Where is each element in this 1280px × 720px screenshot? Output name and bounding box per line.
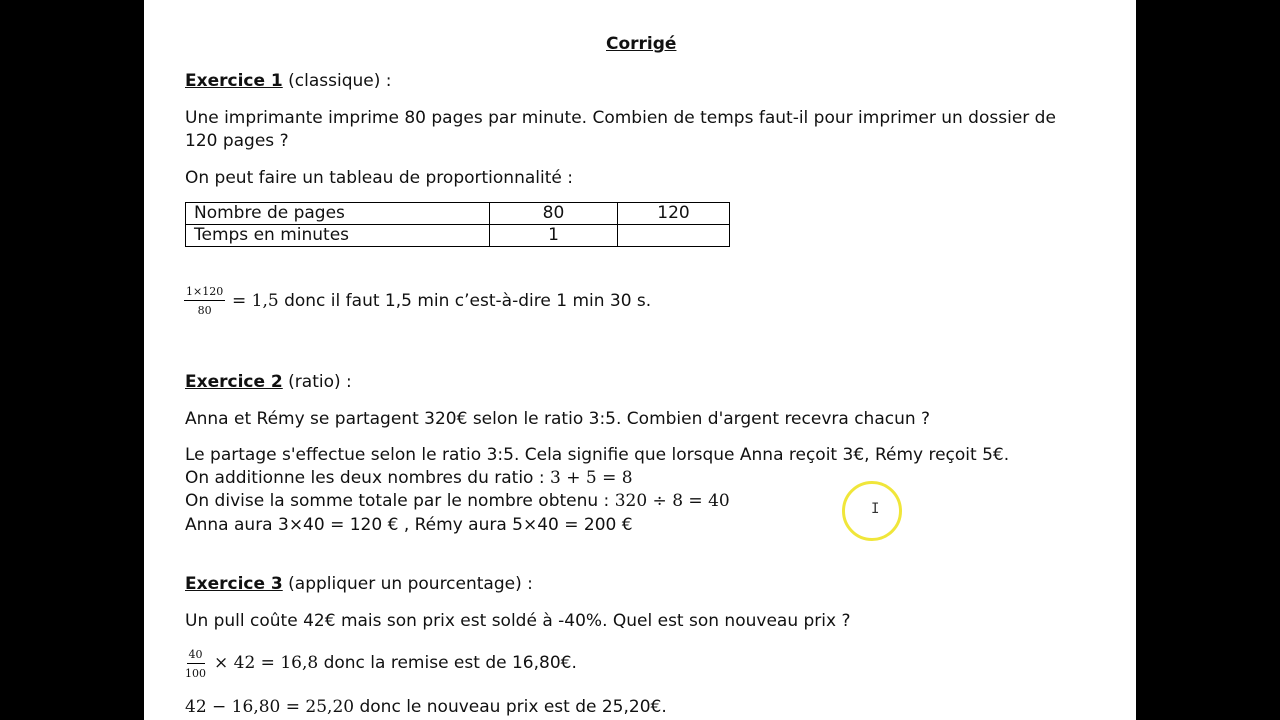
- table-cell: Temps en minutes: [186, 225, 490, 247]
- exercise-1-result-text: donc il faut 1,5 min c’est-à-dire 1 min 30 s.: [284, 291, 652, 311]
- fraction-denominator: 80: [197, 304, 212, 317]
- exercise-3-fraction: [185, 648, 206, 680]
- page-title: Corrigé: [606, 34, 677, 54]
- exercise-1-result: [232, 290, 651, 312]
- exercise-3-calc-1-text: donc la remise est de 16,80€.: [323, 653, 577, 673]
- exercise-2-question: Anna et Rémy se partagent 320€ selon le ratio 3:5. Combien d'argent recevra chacun ?: [185, 409, 931, 429]
- exercise-1-heading: [185, 70, 392, 92]
- exercise-3-subtitle: (appliquer un pourcentage) :: [288, 574, 533, 594]
- exercise-2-title: Exercice 2: [185, 372, 283, 392]
- fraction-numerator: 40: [187, 648, 205, 664]
- table-cell: 120: [618, 203, 730, 225]
- exercise-3-question: Un pull coûte 42€ mais son prix est soldé à -40%. Quel est son nouveau prix ?: [185, 611, 851, 631]
- exercise-1-subtitle: (classique) :: [288, 71, 392, 91]
- exercise-3-title: Exercice 3: [185, 574, 283, 594]
- exercise-1-question-line-1: Une imprimante imprime 80 pages par minute. Combien de temps faut-il pour imprimer un dossier de: [185, 108, 1056, 128]
- text-cursor-icon: I: [871, 501, 880, 517]
- fraction-denominator: 100: [185, 667, 206, 680]
- exercise-1-fraction: [184, 285, 225, 317]
- exercise-2-line-3-math: 320 ÷ 8 = 40: [614, 491, 730, 511]
- exercise-2-line-2: [185, 467, 633, 489]
- table-row: [186, 203, 730, 225]
- exercise-1-title: Exercice 1: [185, 71, 283, 91]
- table-cell: 1: [490, 225, 618, 247]
- exercise-3-calc-2-text: donc le nouveau prix est de 25,20€.: [359, 697, 667, 717]
- table-cell: [618, 225, 730, 247]
- exercise-2-line-3-text: On divise la somme totale par le nombre obtenu :: [185, 491, 610, 511]
- table-cell: Nombre de pages: [186, 203, 490, 225]
- table-cell: 80: [490, 203, 618, 225]
- exercise-2-subtitle: (ratio) :: [288, 372, 352, 392]
- exercise-1-question-line-2: 120 pages ?: [185, 131, 289, 151]
- exercise-1-intro: On peut faire un tableau de proportionnalité :: [185, 168, 573, 188]
- fraction-numerator: 1×120: [184, 285, 225, 301]
- proportionality-table: [185, 202, 730, 247]
- document-page: [144, 0, 1136, 720]
- exercise-1-result-equation: = 1,5: [232, 291, 279, 311]
- exercise-2-line-2-text: On additionne les deux nombres du ratio :: [185, 468, 545, 488]
- exercise-2-line-2-math: 3 + 5 = 8: [549, 468, 633, 488]
- exercise-2-line-4: Anna aura 3×40 = 120 € , Rémy aura 5×40 = 200 €: [185, 515, 633, 535]
- exercise-3-calc-1: [214, 652, 577, 674]
- exercise-3-calc-1-equation: × 42 = 16,8: [214, 653, 319, 673]
- table-row: [186, 225, 730, 247]
- exercise-3-calc-2: [185, 696, 667, 718]
- exercise-3-heading: [185, 573, 533, 595]
- exercise-2-line-3: [185, 490, 730, 512]
- exercise-2-line-1: Le partage s'effectue selon le ratio 3:5. Cela signifie que lorsque Anna reçoit 3€, Rémy reçoit 5€.: [185, 445, 1010, 465]
- exercise-3-calc-2-math: 42 − 16,80 = 25,20: [185, 697, 355, 717]
- exercise-2-heading: [185, 371, 352, 393]
